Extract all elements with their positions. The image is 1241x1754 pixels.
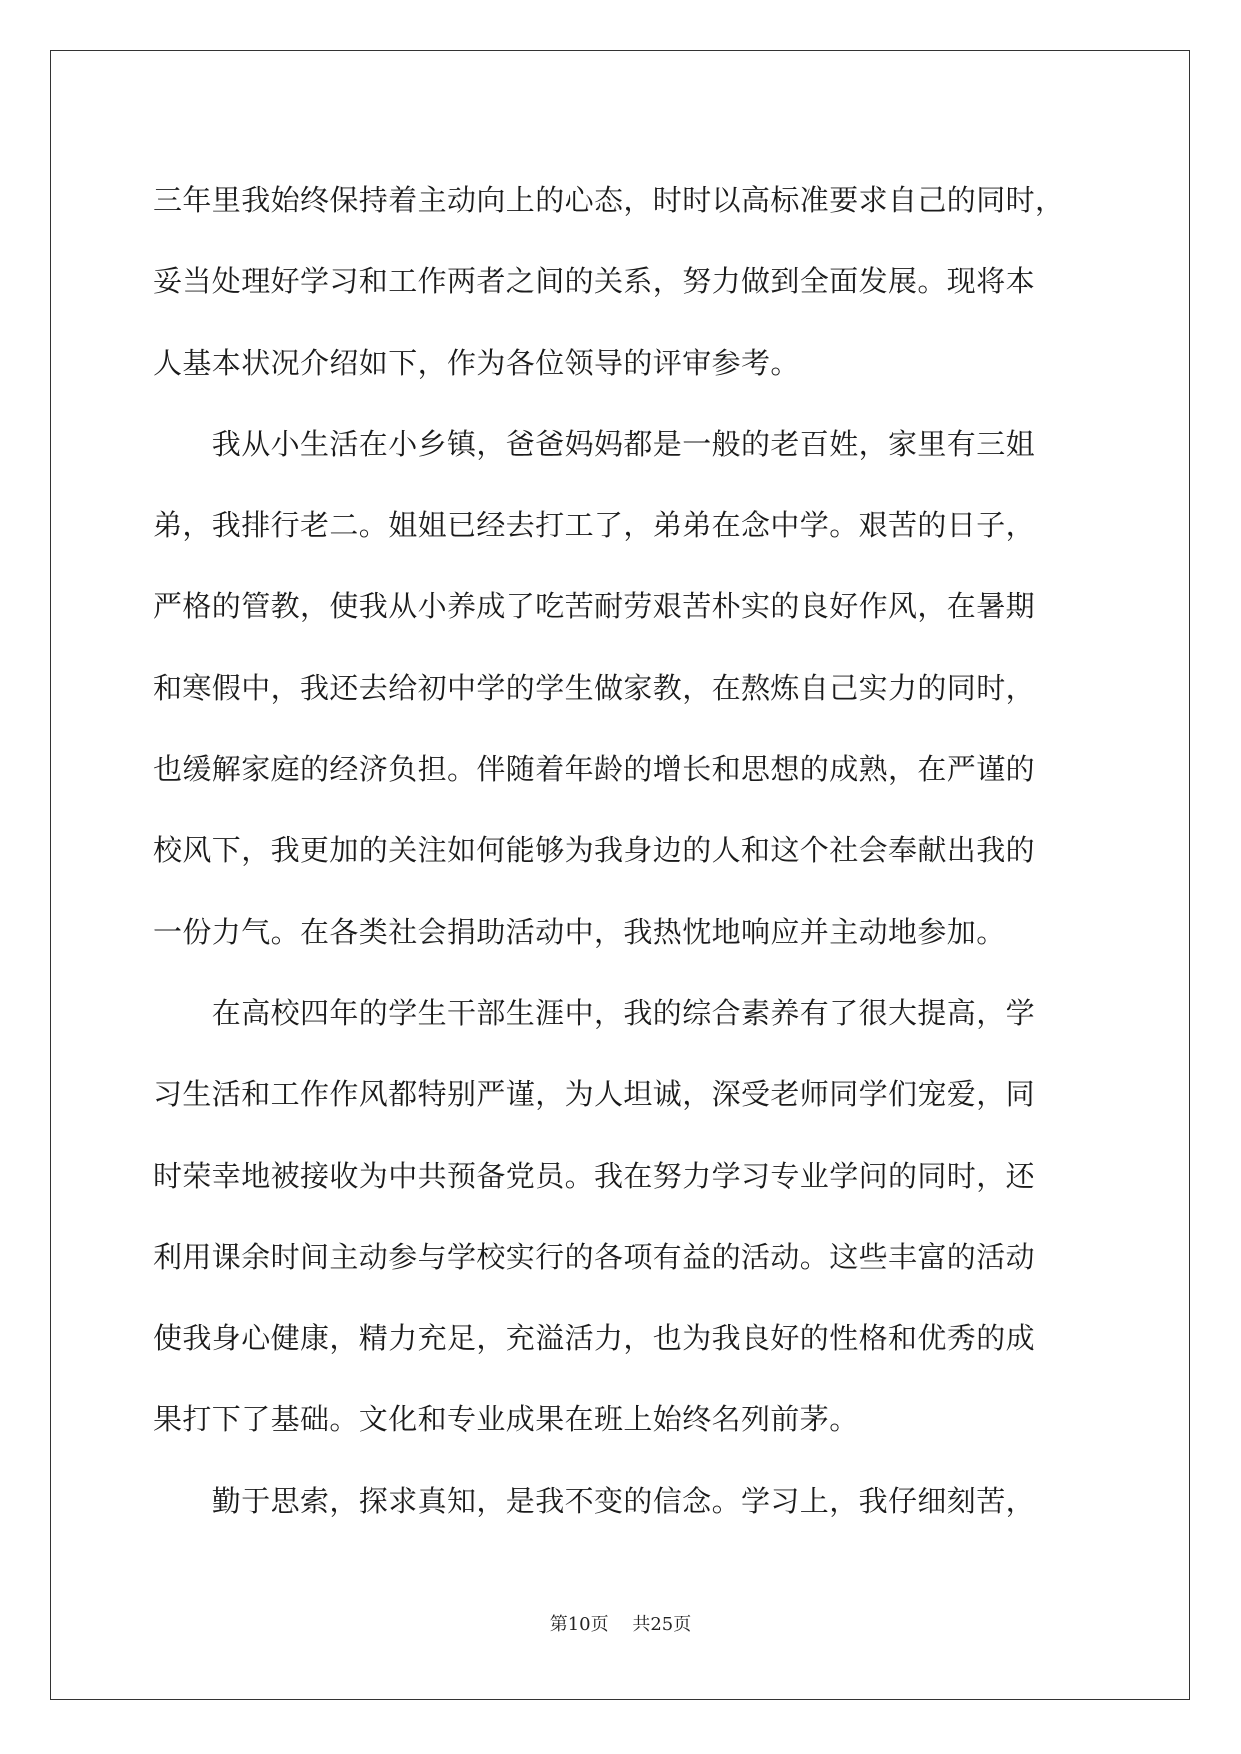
text-line: 果打下了基础。文化和专业成果在班上始终名列前茅。 bbox=[153, 1402, 859, 1437]
text-line: 校风下，我更加的关注如何能够为我身边的人和这个社会奉献出我的 bbox=[153, 833, 1036, 868]
text-line: 也缓解家庭的经济负担。伴随着年龄的增长和思想的成熟，在严谨的 bbox=[153, 752, 1036, 787]
text-line: 勤于思索，探求真知，是我不变的信念。学习上，我仔细刻苦， bbox=[153, 1483, 1036, 1518]
text-line: 严格的管教，使我从小养成了吃苦耐劳艰苦朴实的良好作风，在暑期 bbox=[153, 589, 1036, 624]
current-page-number: 第10页 bbox=[549, 1614, 609, 1635]
text-line: 我从小生活在小乡镇，爸爸妈妈都是一般的老百姓，家里有三姐 bbox=[153, 426, 1036, 461]
text-line: 妥当处理好学习和工作两者之间的关系，努力做到全面发展。现将本 bbox=[153, 264, 1036, 299]
total-page-count: 共25页 bbox=[632, 1614, 692, 1635]
text-line: 三年里我始终保持着主动向上的心态，时时以高标准要求自己的同时， bbox=[153, 183, 1065, 217]
document-body bbox=[153, 160, 1093, 1542]
text-line: 时荣幸地被接收为中共预备党员。我在努力学习专业学问的同时，还 bbox=[153, 1158, 1036, 1193]
text-line: 和寒假中，我还去给初中学的学生做家教，在熬炼自己实力的同时， bbox=[153, 670, 1036, 705]
page-footer bbox=[0, 1610, 1241, 1636]
text-line: 习生活和工作作风都特别严谨，为人坦诚，深受老师同学们宠爱，同 bbox=[153, 1077, 1036, 1112]
text-line: 一份力气。在各类社会捐助活动中，我热忱地响应并主动地参加。 bbox=[153, 914, 1006, 949]
text-line: 弟，我排行老二。姐姐已经去打工了，弟弟在念中学。艰苦的日子， bbox=[153, 508, 1036, 543]
text-line: 利用课余时间主动参与学校实行的各项有益的活动。这些丰富的活动 bbox=[153, 1239, 1036, 1274]
text-line: 人基本状况介绍如下，作为各位领导的评审参考。 bbox=[153, 345, 800, 380]
text-line: 使我身心健康，精力充足，充溢活力，也为我良好的性格和优秀的成 bbox=[153, 1321, 1036, 1356]
text-line: 在高校四年的学生干部生涯中，我的综合素养有了很大提高，学 bbox=[153, 995, 1036, 1030]
